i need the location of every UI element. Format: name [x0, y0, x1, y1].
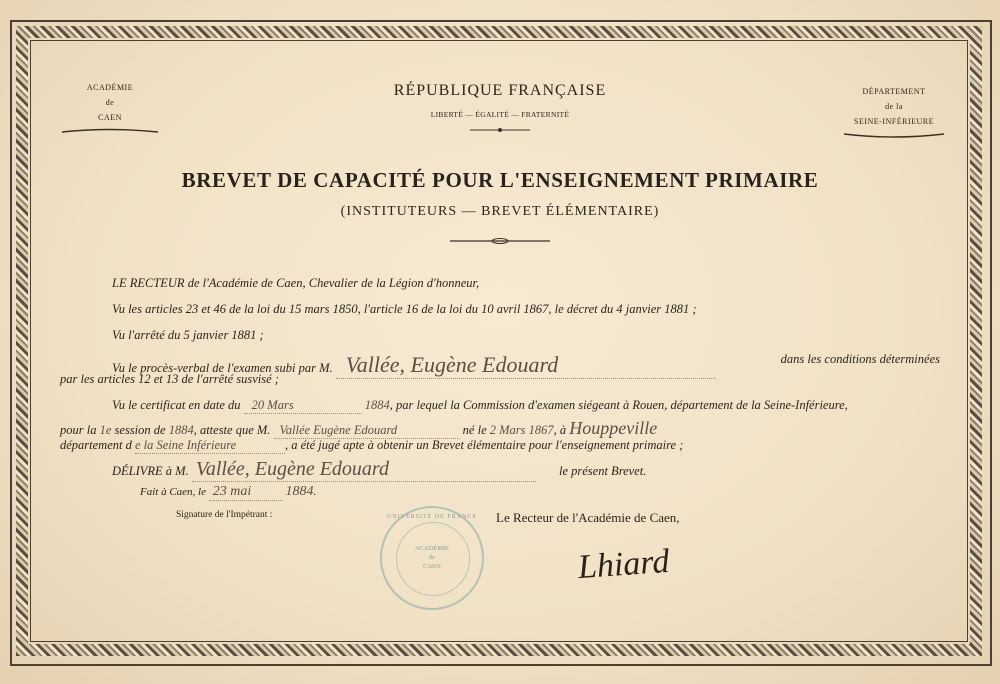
certificat-line	[112, 398, 848, 414]
vu-articles-line: Vu les articles 23 et 46 de la loi du 15 mars 1850, l'article 16 de la loi du 10 avril 1867, le décret du 4 janvier 1881 ;	[112, 302, 697, 316]
issue-date: 23 mai	[209, 484, 283, 501]
title-divider	[450, 236, 550, 246]
departement-text: département d	[60, 438, 132, 452]
birth-date: 2 Mars	[489, 423, 526, 437]
juge-apte-text: , a été jugé apte à obtenir un Brevet élémentaire pour l'enseignement primaire ;	[284, 438, 684, 452]
departement-line3: SEINE-INFÉRIEURE	[854, 117, 934, 126]
certificat-year: 1884	[364, 398, 390, 412]
seal-inner-text	[382, 544, 482, 571]
proces-verbal-text: Vu le procès-verbal de l'examen subi par M.	[112, 361, 333, 375]
delivre-text: DÉLIVRE à M.	[112, 464, 189, 478]
articles-line: par les articles 12 et 13 de l'arrêté susvisé ;	[60, 372, 279, 386]
conditions-text: dans les conditions déterminées	[780, 352, 940, 366]
impetrant-signature-label: Signature de l'Impétrant :	[176, 510, 273, 520]
candidate-name-2: Vallée Eugène Edouard	[274, 423, 460, 439]
birth-year: 1867	[528, 423, 554, 437]
seal-inner-line1: ACADÉMIE	[414, 545, 450, 552]
recteur-line: LE RECTEUR de l'Académie de Caen, Chevalier de la Légion d'honneur,	[112, 276, 480, 290]
issue-dot: .	[313, 486, 317, 498]
delivre-line	[112, 458, 646, 482]
vu-arrete-line: Vu l'arrêté du 5 janvier 1881 ;	[112, 328, 264, 342]
session-year: 1884	[168, 423, 194, 437]
departement-line	[60, 438, 683, 454]
brevet-title: BREVET DE CAPACITÉ POUR L'ENSEIGNEMENT PRIMAIRE	[181, 168, 819, 192]
certificat-date: 20 Mars	[244, 398, 362, 414]
republique-title: RÉPUBLIQUE FRANÇAISE	[393, 82, 607, 99]
seal-outer-text: UNIVERSITÉ DE FRANCE	[387, 514, 477, 520]
seal-inner-line2: de	[428, 554, 436, 561]
republique-header	[300, 82, 700, 140]
present-brevet-text: le présent Brevet.	[558, 464, 647, 478]
flourish-left	[60, 127, 160, 135]
birth-place: Houppeville	[569, 418, 658, 438]
brevet-subtitle: (INSTITUTEURS — BREVET ÉLÉMENTAIRE)	[340, 204, 660, 219]
flourish-right	[842, 131, 946, 139]
birth-departement: e la Seine Inférieure	[135, 438, 285, 454]
fait-a-line	[140, 484, 316, 501]
academie-line3: CAEN	[98, 113, 122, 122]
certificat-text: Vu le certificat en date du	[112, 398, 241, 412]
seal-inner-line3: CAEN	[423, 563, 441, 570]
fait-a-text: Fait à Caen, le	[140, 486, 206, 498]
a-text: , à	[553, 423, 567, 437]
republique-motto: LIBERTÉ — ÉGALITÉ — FRATERNITÉ	[430, 110, 570, 119]
academie-line1: ACADÉMIE	[86, 83, 134, 92]
ornament-divider	[470, 125, 530, 135]
recteur-signature-label: Le Recteur de l'Académie de Caen,	[496, 510, 680, 525]
session-line	[60, 418, 657, 439]
session-text-b: session de	[114, 423, 166, 437]
ne-le-text: né le	[462, 423, 487, 437]
departement-line2: de la	[885, 102, 903, 111]
session-number: 1e	[99, 423, 112, 437]
commission-text: , par lequel la Commission d'examen siégeant à Rouen, département de la Seine-Inférieure,	[389, 398, 848, 412]
academie-line2: de	[105, 98, 115, 107]
atteste-text: , atteste que M.	[193, 423, 271, 437]
candidate-name-3: Vallée, Eugène Edouard	[192, 458, 536, 482]
official-seal	[380, 506, 484, 610]
recteur-signature: Lhiard	[576, 542, 671, 587]
academie-header	[60, 80, 160, 140]
session-text-a: pour la	[60, 423, 97, 437]
issue-year: 1884	[285, 484, 314, 499]
departement-header	[842, 84, 946, 144]
candidate-name-1: Vallée, Eugène Edouard	[336, 352, 716, 379]
departement-line1: DÉPARTEMENT	[862, 87, 926, 96]
